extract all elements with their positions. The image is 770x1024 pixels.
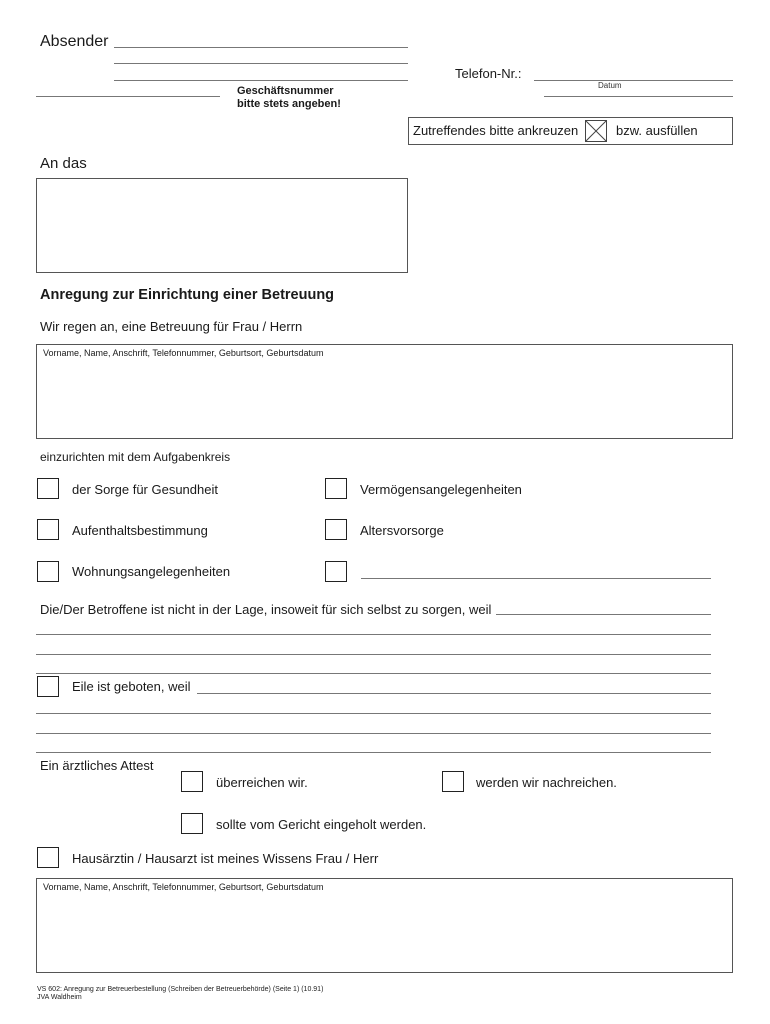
eile-line-4[interactable] xyxy=(36,752,711,753)
absender-line-3[interactable] xyxy=(114,80,408,81)
checkbox-aufenthalt[interactable] xyxy=(37,519,59,540)
hint-right-text: bzw. ausfüllen xyxy=(616,123,698,138)
person-box-hint: Vorname, Name, Anschrift, Telefonnummer, Geburtsort, Geburtsdatum xyxy=(43,348,324,358)
datum-line[interactable] xyxy=(544,96,733,97)
absender-line-2[interactable] xyxy=(114,63,408,64)
checkbox-hausarzt[interactable] xyxy=(37,847,59,868)
label-gesundheit: der Sorge für Gesundheit xyxy=(72,482,218,497)
reason-line-4[interactable] xyxy=(36,673,711,674)
eile-line-3[interactable] xyxy=(36,733,711,734)
crossed-box-icon xyxy=(585,120,607,142)
an-das-label: An das xyxy=(40,155,87,172)
telefon-line[interactable] xyxy=(534,80,733,81)
footer-printer: JVA Waldheim xyxy=(37,994,82,1001)
recipient-address-box[interactable] xyxy=(36,178,408,273)
checkbox-gericht[interactable] xyxy=(181,813,203,834)
label-vermoegen: Vermögensangelegenheiten xyxy=(360,482,522,497)
reason-line-1[interactable] xyxy=(496,614,711,615)
checkbox-vermoegen[interactable] xyxy=(325,478,347,499)
label-hausarzt: Hausärztin / Hausarzt ist meines Wissens Frau / Herr xyxy=(72,851,379,866)
label-wohnung: Wohnungsangelegenheiten xyxy=(72,564,231,579)
checkbox-eile[interactable] xyxy=(37,676,59,697)
label-gericht: sollte vom Gericht eingeholt werden. xyxy=(216,817,427,832)
label-altersvorsorge: Altersvorsorge xyxy=(360,523,444,538)
eile-line-2[interactable] xyxy=(36,713,711,714)
geschaeftsnummer-line[interactable] xyxy=(36,96,220,97)
reason-label: Die/Der Betroffene ist nicht in der Lage, insoweit für sich selbst zu sorgen, weil xyxy=(40,602,492,617)
eile-line-1[interactable] xyxy=(197,693,711,694)
geschaeftsnummer-label xyxy=(237,85,341,111)
geschaeftsnummer-line2: bitte stets angeben! xyxy=(237,98,341,110)
absender-line-1[interactable] xyxy=(114,47,408,48)
checkbox-other-option[interactable] xyxy=(325,561,347,582)
other-option-line[interactable] xyxy=(361,578,711,579)
checkbox-wohnung[interactable] xyxy=(37,561,59,582)
checkbox-altersvorsorge[interactable] xyxy=(325,519,347,540)
label-eile: Eile ist geboten, weil xyxy=(72,679,191,694)
hint-left-text: Zutreffendes bitte ankreuzen xyxy=(413,123,579,138)
fill-hint-box xyxy=(408,117,733,145)
label-aufenthalt: Aufenthaltsbestimmung xyxy=(72,523,208,538)
footer-form-code: VS 602: Anregung zur Betreuerbestellung (Schreiben der Betreuerbehörde) (Seite 1) (10.91) xyxy=(37,986,324,993)
hausarzt-details-box[interactable] xyxy=(36,878,733,973)
reason-line-2[interactable] xyxy=(36,634,711,635)
person-details-box[interactable] xyxy=(36,344,733,439)
checkbox-ueberreichen[interactable] xyxy=(181,771,203,792)
checkbox-nachreichen[interactable] xyxy=(442,771,464,792)
form-footer xyxy=(37,986,323,1002)
datum-label: Datum xyxy=(598,81,622,90)
absender-label: Absender xyxy=(40,33,109,50)
label-nachreichen: werden wir nachreichen. xyxy=(476,775,617,790)
label-ueberreichen: überreichen wir. xyxy=(216,775,308,790)
reason-line-3[interactable] xyxy=(36,654,711,655)
hausarzt-box-hint: Vorname, Name, Anschrift, Telefonnummer, Geburtsort, Geburtsdatum xyxy=(43,882,324,892)
checkbox-gesundheit[interactable] xyxy=(37,478,59,499)
attest-label: Ein ärztliches Attest xyxy=(40,758,154,773)
form-title: Anregung zur Einrichtung einer Betreuung xyxy=(40,287,335,303)
geschaeftsnummer-line1: Geschäftsnummer xyxy=(237,85,334,97)
telefon-label: Telefon-Nr.: xyxy=(455,66,522,81)
aufgabenkreis-intro: einzurichten mit dem Aufgabenkreis xyxy=(40,450,231,464)
intro-text: Wir regen an, eine Betreuung für Frau / Herrn xyxy=(40,319,303,334)
